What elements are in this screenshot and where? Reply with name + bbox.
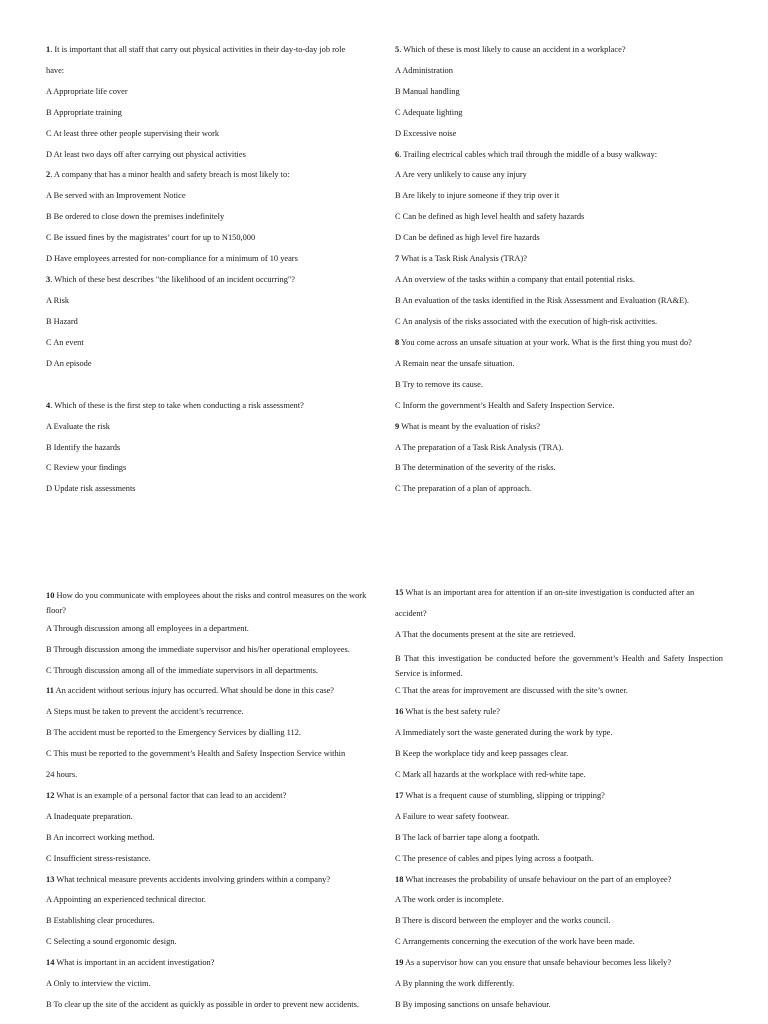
option-17a: A Failure to wear safety footwear. [395, 812, 509, 821]
option-18b: B There is discord between the employer and the works council. [395, 916, 611, 925]
question-2: 2. A company that has a minor health and safety breach is most likely to: [46, 170, 290, 179]
option-17b: B The lack of barrier tape along a footpath. [395, 833, 540, 842]
option-19a: A By planning the work differently. [395, 979, 515, 988]
option-8b: B Try to remove its cause. [395, 380, 483, 389]
question-4: 4. Which of these is the first step to take when conducting a risk assessment? [46, 401, 304, 410]
question-6: 6. Trailing electrical cables which trail through the middle of a busy walkway: [395, 150, 658, 159]
option-16c: C Mark all hazards at the workplace with red-white tape. [395, 770, 586, 779]
option-3a: A Risk [46, 296, 70, 305]
option-19b: B By imposing sanctions on unsafe behaviour. [395, 1000, 551, 1009]
option-5b: B Manual handling [395, 87, 460, 96]
question-1: 1. It is important that all staff that carry out physical activities in their day-to-day job role [46, 45, 346, 54]
option-6a: A Are very unlikely to cause any injury [395, 170, 527, 179]
option-4d: D Update risk assessments [46, 484, 136, 493]
option-8a: A Remain near the unsafe situation. [395, 359, 515, 368]
option-2c: C Be issued fines by the magistrates’ court for up to N150,000 [46, 233, 256, 242]
question-14: 14 What is important in an accident investigation? [46, 958, 215, 967]
question-17: 17 What is a frequent cause of stumbling, slipping or tripping? [395, 791, 605, 800]
option-6d: D Can be defined as high level fire hazards [395, 233, 540, 242]
option-3d: D An episode [46, 359, 92, 368]
question-12: 12 What is an example of a personal factor that can lead to an accident? [46, 791, 287, 800]
option-12a: A Inadequate preparation. [46, 812, 133, 821]
option-1a: A Appropriate life cover [46, 87, 128, 96]
option-8c: C Inform the government’s Health and Safety Inspection Service. [395, 401, 615, 410]
option-6b: B Are likely to injure someone if they trip over it [395, 191, 560, 200]
question-16: 16 What is the best safety rule? [395, 707, 500, 716]
option-9c: C The preparation of a plan of approach. [395, 484, 532, 493]
option-5a: A Administration [395, 66, 453, 75]
option-9a: A The preparation of a Task Risk Analysis (TRA). [395, 443, 564, 452]
question-3: 3. Which of these best describes "the likelihood of an incident occurring"? [46, 275, 296, 284]
option-2b: B Be ordered to close down the premises indefinitely [46, 212, 225, 221]
option-18a: A The work order is incomplete. [395, 895, 504, 904]
option-16b: B Keep the workplace tidy and keep passages clear. [395, 749, 569, 758]
option-14a: A Only to interview the victim. [46, 979, 151, 988]
option-4c: C Review your findings [46, 463, 127, 472]
option-3b: B Hazard [46, 317, 78, 326]
option-13c: C Selecting a sound ergonomic design. [46, 937, 177, 946]
option-13a: A Appointing an experienced technical director. [46, 895, 206, 904]
option-13b: B Establishing clear procedures. [46, 916, 155, 925]
option-15c: C That the areas for improvement are discussed with the site’s owner. [395, 686, 628, 695]
option-11c-cont: 24 hours. [46, 770, 78, 779]
question-15-cont: accident? [395, 609, 427, 618]
option-1d: D At least two days off after carrying out physical activities [46, 150, 246, 159]
option-15b: B That this investigation be conducted before the government’s Health and Safety Inspection Service is informed. [395, 654, 723, 678]
option-4b: B Identify the hazards [46, 443, 121, 452]
option-10c: C Through discussion among all of the immediate supervisors in all departments. [46, 666, 318, 675]
question-19: 19 As a supervisor how can you ensure that unsafe behaviour becomes less likely? [395, 958, 672, 967]
option-12b: B An incorrect working method. [46, 833, 155, 842]
option-7a: A An overview of the tasks within a company that entail potential risks. [395, 275, 635, 284]
column-bottom-left [46, 0, 376, 1024]
option-2d: D Have employees arrested for non-compliance for a minimum of 10 years [46, 254, 298, 263]
option-4a: A Evaluate the risk [46, 422, 110, 431]
question-1-cont: have: [46, 66, 65, 75]
question-15: 15 What is an important area for attention if an on-site investigation is conducted after an [395, 588, 695, 597]
option-3c: C An event [46, 338, 84, 347]
option-9b: B The determination of the severity of the risks. [395, 463, 556, 472]
option-5c: C Adequate lighting [395, 108, 463, 117]
column-bottom-right [395, 0, 725, 1024]
question-11: 11 An accident without serious injury has occurred. What should be done in this case? [46, 686, 335, 695]
option-14b: B To clear up the site of the accident as quickly as possible in order to prevent new accidents. [46, 1000, 359, 1009]
option-10b: B Through discussion among the immediate supervisor and his/her operational employees. [46, 645, 350, 654]
option-5d: D Excessive noise [395, 129, 457, 138]
option-16a: A Immediately sort the waste generated during the work by type. [395, 728, 613, 737]
question-9: 9 What is meant by the evaluation of risks? [395, 422, 540, 431]
option-1b: B Appropriate training [46, 108, 122, 117]
option-2a: A Be served with an Improvement Notice [46, 191, 186, 200]
option-11a: A Steps must be taken to prevent the accident’s recurrence. [46, 707, 244, 716]
question-7: 7 What is a Task Risk Analysis (TRA)? [395, 254, 527, 263]
option-15a: A That the documents present at the site are retrieved. [395, 630, 576, 639]
question-5: 5. Which of these is most likely to cause an accident in a workplace? [395, 45, 626, 54]
option-7b: B An evaluation of the tasks identified in the Risk Assessment and Evaluation (RA&E). [395, 296, 690, 305]
option-11b: B The accident must be reported to the Emergency Services by dialling 112. [46, 728, 301, 737]
option-17c: C The presence of cables and pipes lying across a footpath. [395, 854, 594, 863]
option-7c: C An analysis of the risks associated with the execution of high-risk activities. [395, 317, 658, 326]
question-10: 10 How do you communicate with employees about the risks and control measures on the work floor? [46, 591, 367, 615]
question-18: 18 What increases the probability of unsafe behaviour on the part of an employee? [395, 875, 672, 884]
question-8: 8 You come across an unsafe situation at your work. What is the first thing you must do? [395, 338, 692, 347]
option-1c: C At least three other people supervising their work [46, 129, 220, 138]
option-18c: C Arrangements concerning the execution of the work have been made. [395, 937, 635, 946]
question-13: 13 What technical measure prevents accidents involving grinders within a company? [46, 875, 331, 884]
option-10a: A Through discussion among all employees in a department. [46, 624, 249, 633]
option-6c: C Can be defined as high level health and safety hazards [395, 212, 585, 221]
option-11c: C This must be reported to the government’s Health and Safety Inspection Service within [46, 749, 346, 758]
option-12c: C Insufficient stress-resistance. [46, 854, 151, 863]
